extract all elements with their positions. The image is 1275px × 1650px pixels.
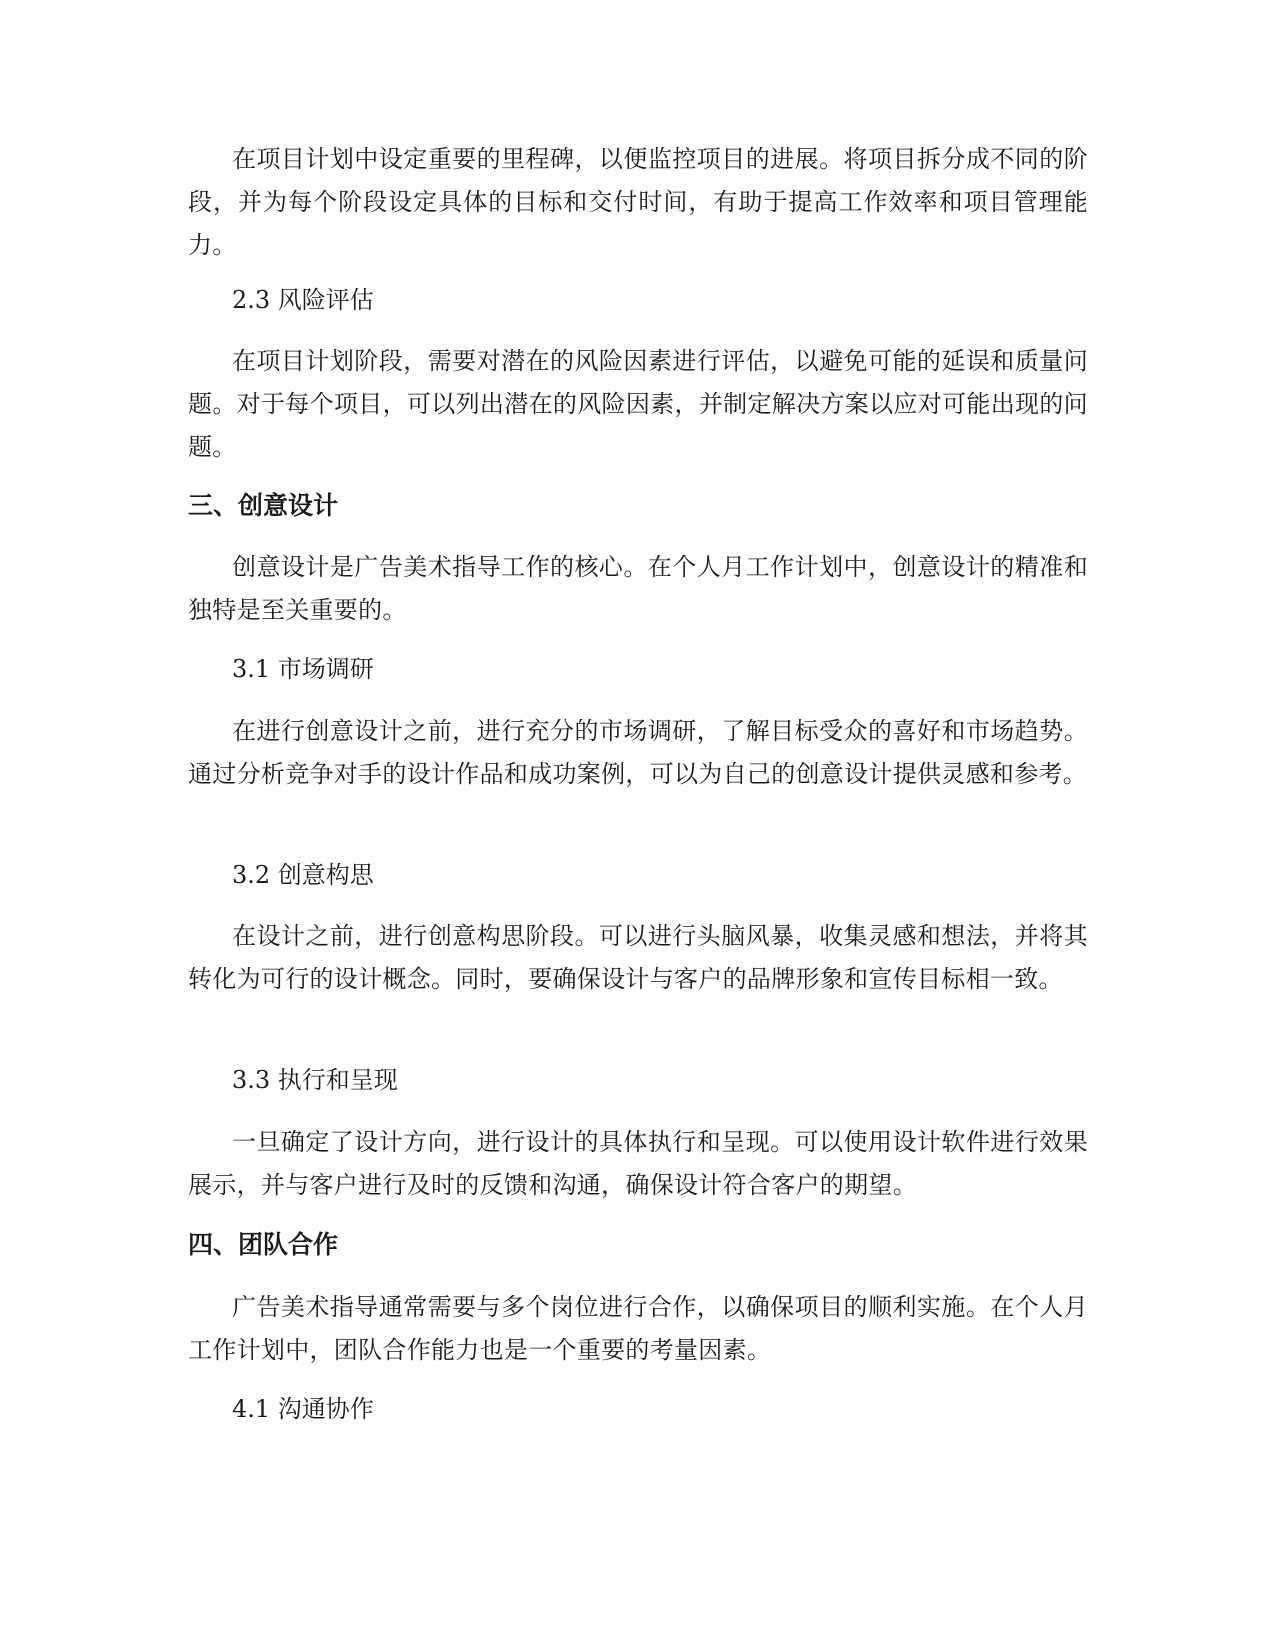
section-heading-creative-design: 三、创意设计: [188, 491, 339, 520]
paragraph-team-intro: 广告美术指导通常需要与多个岗位进行合作，以确保项目的顺利实施。在个人月工作计划中，团队合作能力也是一个重要的考量因素。: [188, 1293, 1088, 1364]
subheading-3-1-market-research: 3.1 市场调研: [232, 655, 374, 683]
paragraph-execution: 一旦确定了设计方向，进行设计的具体执行和呈现。可以使用设计软件进行效果展示，并与客户进行及时的反馈和沟通，确保设计符合客户的期望。: [188, 1128, 1088, 1199]
subheading-3-2-ideation: 3.2 创意构思: [232, 861, 374, 889]
paragraph-milestones: 在项目计划中设定重要的里程碑，以便监控项目的进展。将项目拆分成不同的阶段，并为每个阶段设定具体的目标和交付时间，有助于提高工作效率和项目管理能力。: [188, 145, 1088, 259]
subheading-3-3-execution: 3.3 执行和呈现: [232, 1066, 398, 1094]
paragraph-ideation: 在设计之前，进行创意构思阶段。可以进行头脑风暴，收集灵感和想法，并将其转化为可行的设计概念。同时，要确保设计与客户的品牌形象和宣传目标相一致。: [188, 922, 1088, 993]
paragraph-market-research: 在进行创意设计之前，进行充分的市场调研，了解目标受众的喜好和市场趋势。通过分析竞争对手的设计作品和成功案例，可以为自己的创意设计提供灵感和参考。: [188, 717, 1088, 788]
subheading-4-1-communication: 4.1 沟通协作: [232, 1395, 374, 1423]
paragraph-risk-assessment: 在项目计划阶段，需要对潜在的风险因素进行评估，以避免可能的延误和质量问题。对于每个项目，可以列出潜在的风险因素，并制定解决方案以应对可能出现的问题。: [188, 347, 1088, 461]
section-heading-team-collaboration: 四、团队合作: [188, 1230, 339, 1259]
paragraph-creative-intro: 创意设计是广告美术指导工作的核心。在个人月工作计划中，创意设计的精准和独特是至关重要的。: [188, 553, 1088, 624]
subheading-2-3-risk-assessment: 2.3 风险评估: [232, 286, 374, 314]
